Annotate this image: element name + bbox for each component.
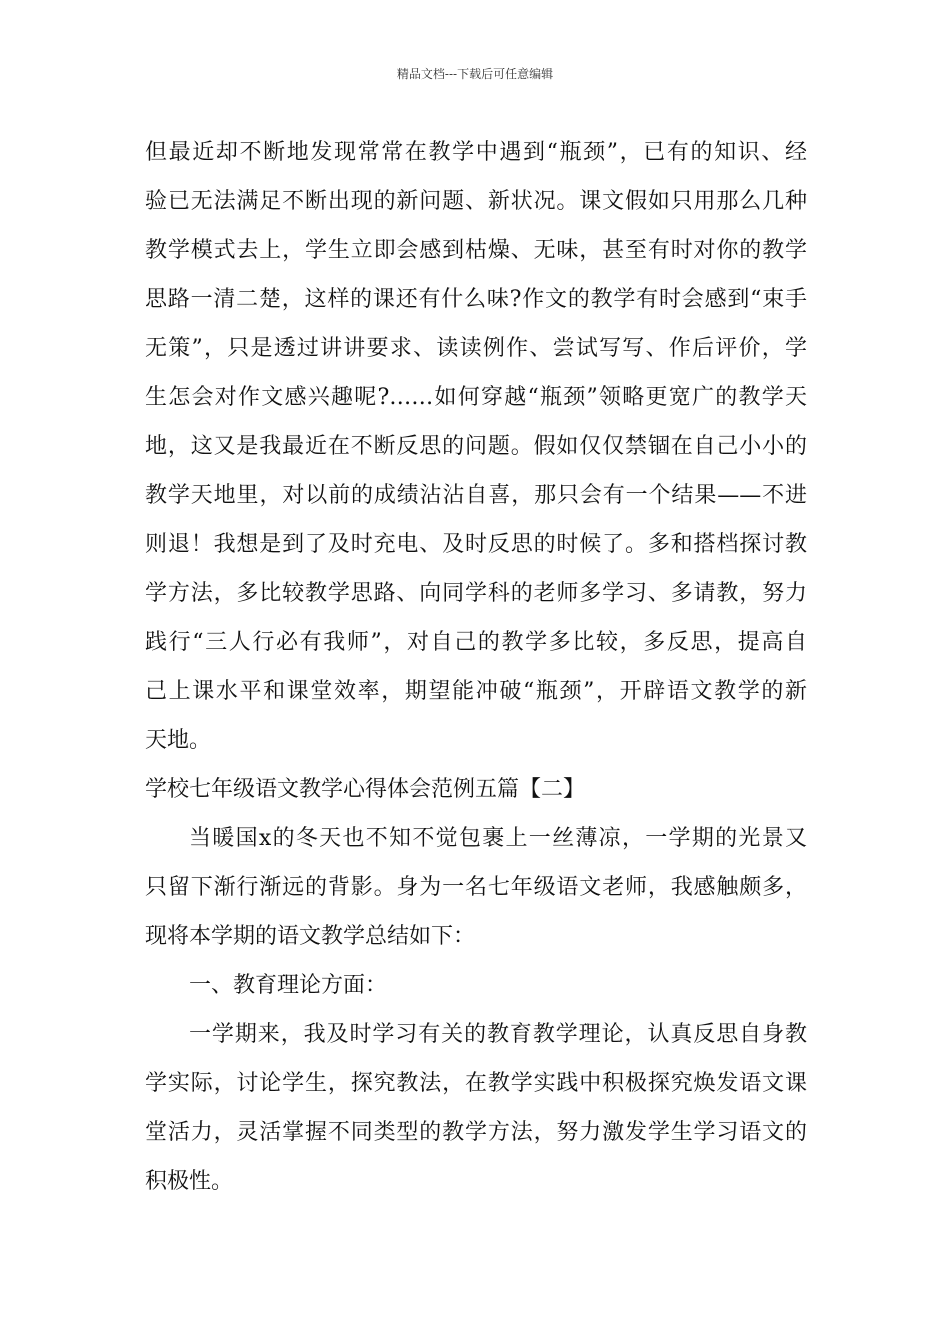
text-line: 验已无法满足不断出现的新问题、新状况。课文假如只用那么几种	[145, 189, 807, 214]
text-line: 积极性。	[145, 1169, 234, 1194]
subsection-heading	[145, 961, 807, 1010]
text-line: 生怎会对作文感兴趣呢?……如何穿越“瓶颈”领略更宽广的教学天	[145, 385, 807, 410]
text-line: 思路一清二楚，这样的课还有什么味?作文的教学有时会感到“束手	[145, 287, 807, 312]
page-header: 精品文档---下载后可任意编辑	[396, 67, 554, 81]
text-line: 但最近却不断地发现常常在教学中遇到“瓶颈”，已有的知识、经	[145, 140, 807, 165]
text-line: 天地。	[145, 728, 212, 753]
text-line: 一学期来，我及时学习有关的教育教学理论，认真反思自身教	[189, 1022, 807, 1047]
section-heading	[145, 765, 807, 814]
text-line: 践行“三人行必有我师”，对自己的教学多比较，多反思，提高自	[145, 630, 807, 655]
text-line: 教学天地里，对以前的成绩沾沾自喜，那只会有一个结果——不进	[145, 483, 807, 508]
paragraph-theory	[145, 1010, 807, 1206]
paragraph-reflection	[145, 128, 807, 765]
text-line: 只留下渐行渐远的背影。身为一名七年级语文老师，我感触颇多，	[145, 875, 807, 900]
text-line: 现将本学期的语文教学总结如下：	[145, 924, 476, 949]
text-line: 教学模式去上，学生立即会感到枯燥、无味，甚至有时对你的教学	[145, 238, 807, 263]
subheading-text: 一、教育理论方面：	[189, 973, 388, 998]
text-line: 学实际，讨论学生，探究教法，在教学实践中积极探究焕发语文课	[145, 1071, 807, 1096]
text-line: 当暖国x的冬天也不知不觉包裹上一丝薄凉，一学期的光景又	[189, 826, 807, 851]
text-line: 地，这又是我最近在不断反思的问题。假如仅仅禁锢在自己小小的	[145, 434, 807, 459]
text-line: 无策”，只是透过讲讲要求、读读例作、尝试写写、作后评价，学	[145, 336, 807, 361]
paragraph-intro	[145, 814, 807, 961]
document-body	[145, 128, 807, 1206]
text-line: 己上课水平和课堂效率，期望能冲破“瓶颈”，开辟语文教学的新	[145, 679, 807, 704]
text-line: 堂活力，灵活掌握不同类型的教学方法，努力激发学生学习语文的	[145, 1120, 807, 1145]
text-line: 学方法，多比较教学思路、向同学科的老师多学习、多请教，努力	[145, 581, 807, 606]
text-line: 则退！我想是到了及时充电、及时反思的时候了。多和搭档探讨教	[145, 532, 807, 557]
heading-text: 学校七年级语文教学心得体会范例五篇【二】	[145, 777, 586, 802]
